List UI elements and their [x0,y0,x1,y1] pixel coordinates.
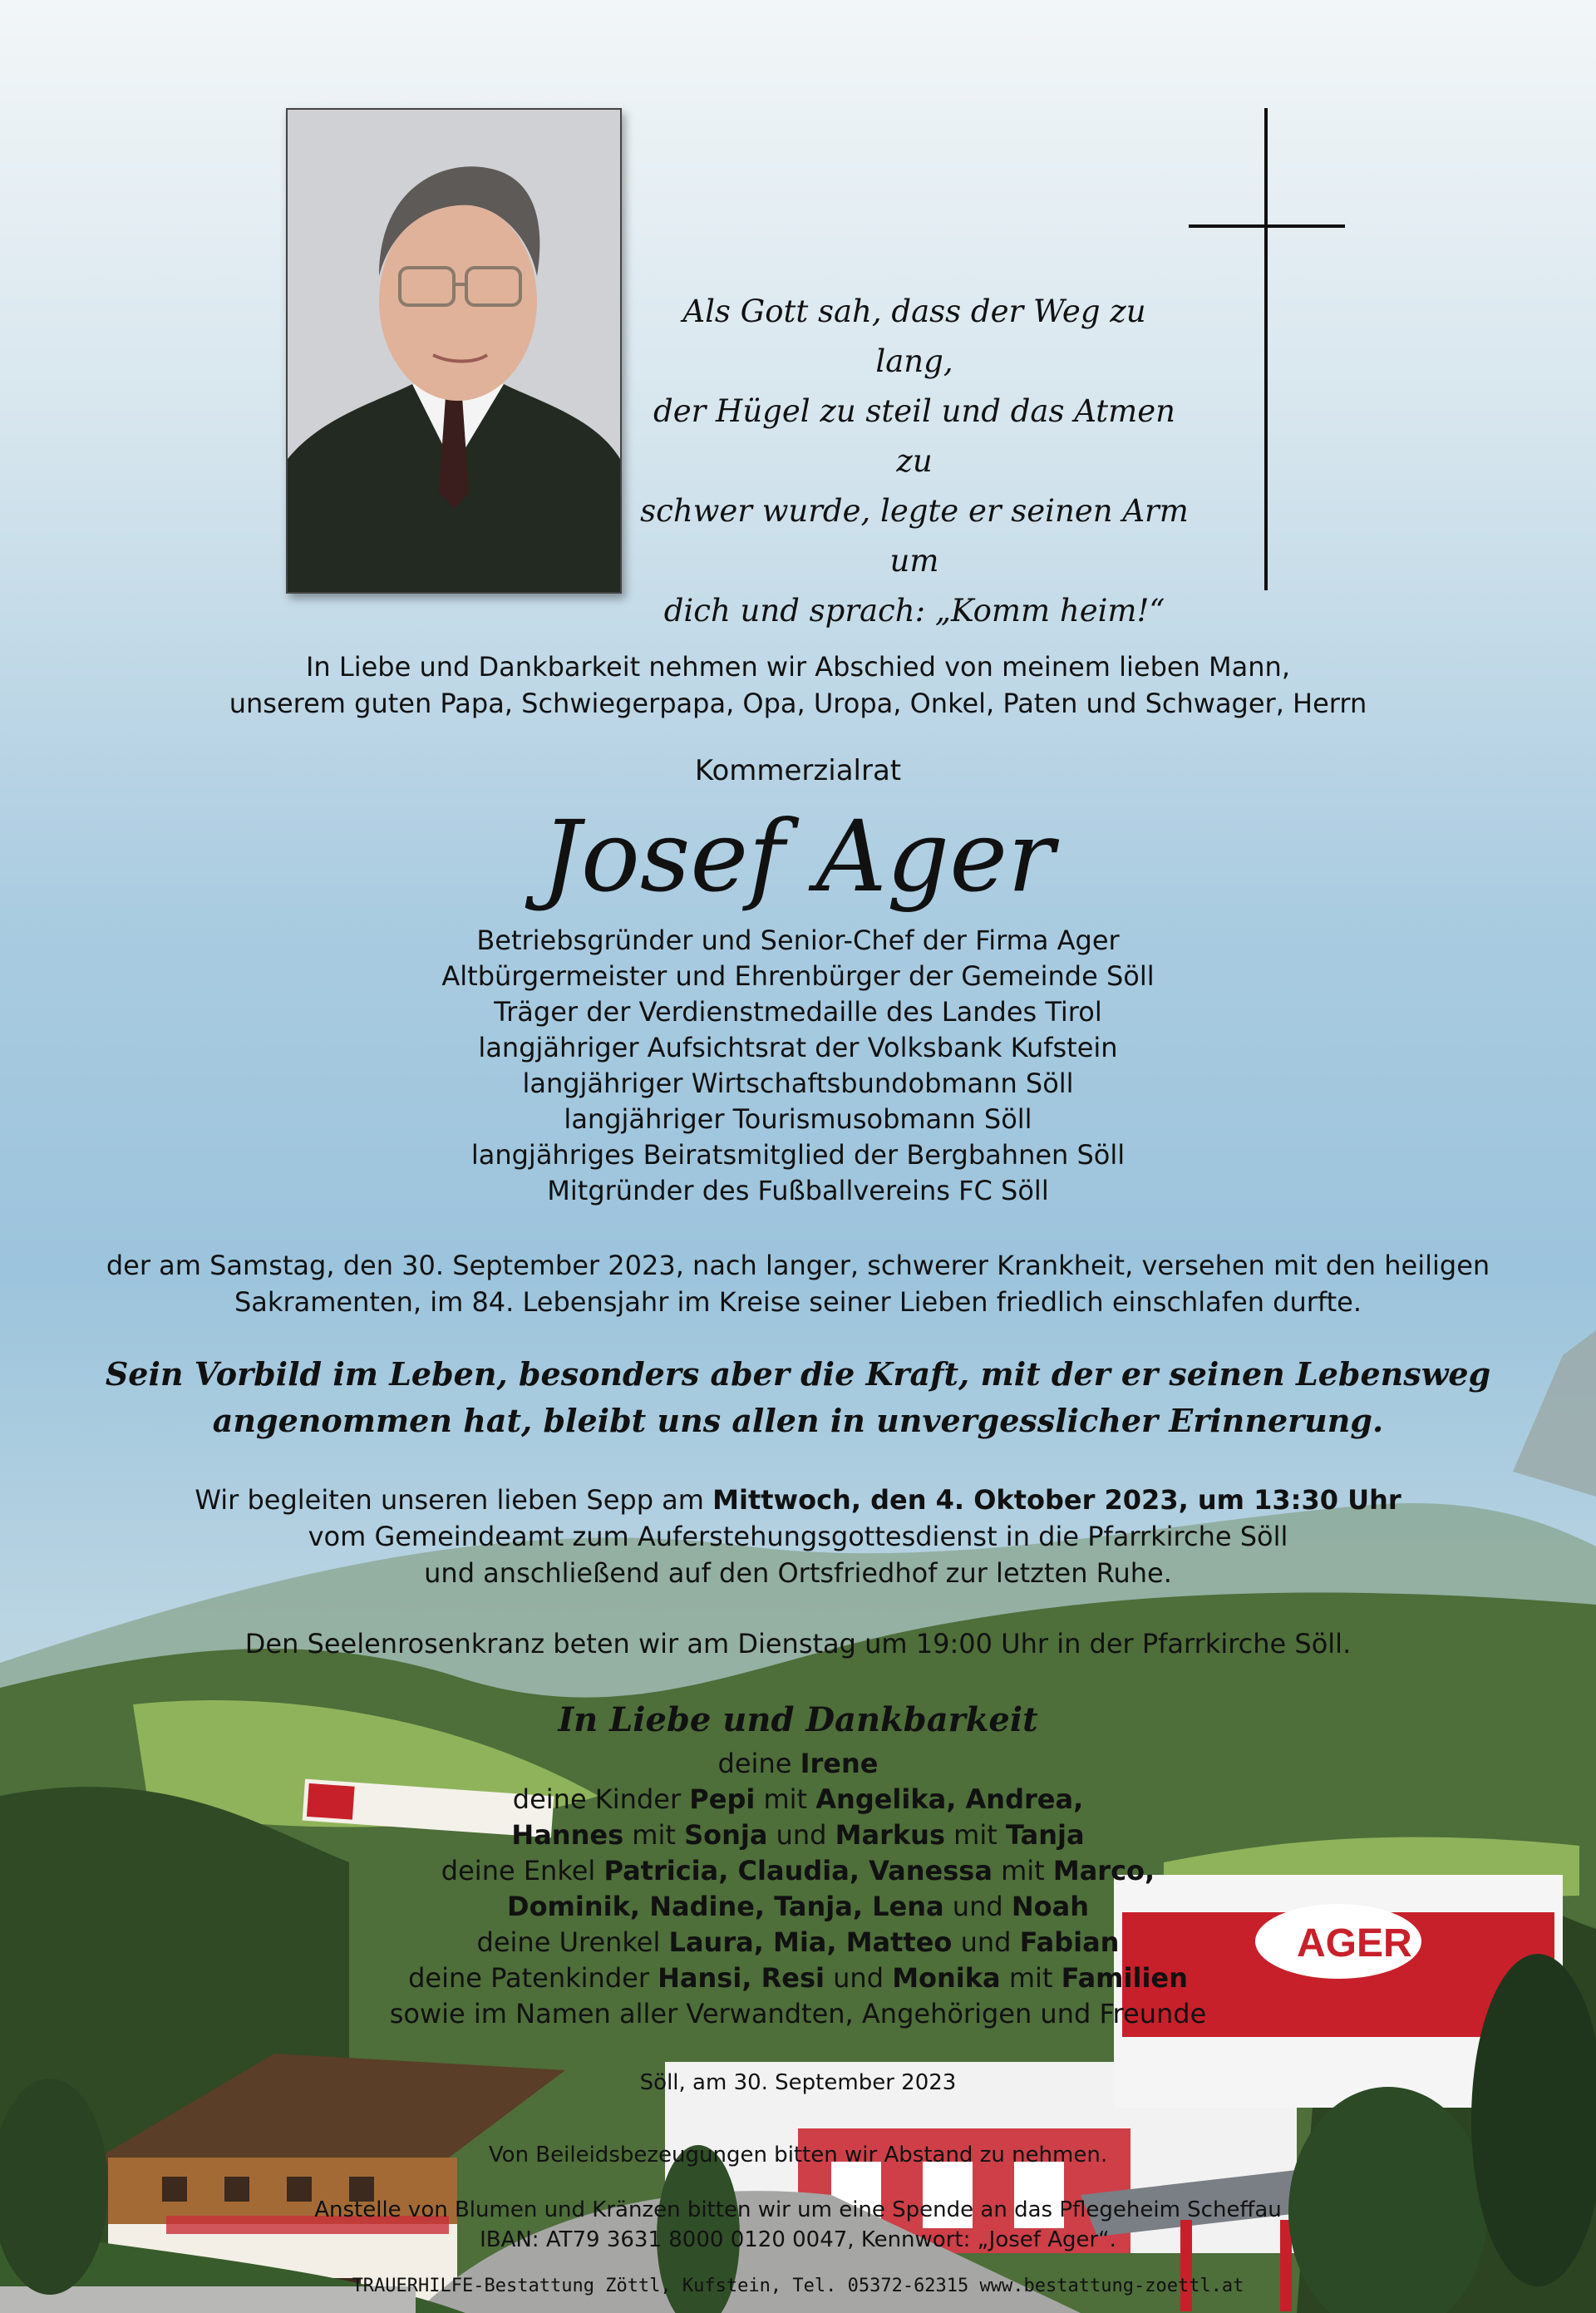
funeral-datetime: Mittwoch, den 4. Oktober 2023, um 13:30 Uhr [712,1484,1401,1516]
mourner-prefix: deine Kinder [512,1783,690,1815]
mourner-name: Patricia, Claudia, Vanessa [603,1855,993,1886]
mourner-name: Marco, [1052,1855,1155,1886]
cross-icon-vertical [1264,108,1268,590]
rosary-info: Den Seelenrosenkranz beten wir am Dienstag um 19:00 Uhr in der Pfarrkirche Söll. [244,1628,1352,1660]
title-item: Träger der Verdienstmedaille des Landes Tirol [494,996,1102,1028]
mourner-children-2 [0,1817,1596,1853]
cross-icon-horizontal [1189,224,1345,228]
title-item: langjähriger Tourismusobmann Söll [564,1103,1032,1135]
mourner-name: Familien [1061,1962,1188,1994]
mourner-name: Hansi, Resi [658,1962,825,1994]
thanks-heading: In Liebe und Dankbarkeit [558,1700,1038,1739]
mourner-others: sowie im Namen aller Verwandten, Angehörigen und Freunde [389,1998,1207,2029]
mourner-name: Hannes [511,1819,624,1851]
mourner-conj: mit [992,1855,1053,1886]
donation-line: IBAN: AT79 3631 8000 0120 0047, Kennwort: „Josef Ager“. [480,2227,1116,2252]
motto [0,1351,1596,1444]
title-item: Mitgründer des Fußballvereins FC Söll [547,1175,1049,1206]
portrait-image [288,110,620,592]
place-date: Söll, am 30. September 2023 [639,2070,957,2095]
mourner-name: Pepi [689,1783,756,1815]
mourner-name: Sonja [684,1819,768,1851]
funeral-info [0,1482,1596,1591]
motto-line: Sein Vorbild im Leben, besonders aber die Kraft, mit der er seinen Lebensweg [105,1355,1491,1393]
mourner-conj: mit [755,1783,816,1815]
death-line: Sakramenten, im 84. Lebensjahr im Kreise seiner Lieben friedlich einschlafen durfte. [234,1286,1362,1318]
mourner-name: Fabian [1019,1926,1120,1958]
funeral-line-3: und anschließend auf den Ortsfriedhof zur letzten Ruhe. [424,1557,1172,1589]
mourner-conj: und [767,1819,835,1851]
poem-line: der Hügel zu steil und das Atmen zu [653,393,1175,479]
titles-list [0,923,1596,1209]
poem-line: Als Gott sah, dass der Weg zu lang, [682,293,1146,379]
mourner-name: Tanja [1005,1819,1085,1851]
death-line: der am Samstag, den 30. September 2023, nach langer, schwerer Krankheit, versehen mit den heiligen [106,1250,1490,1281]
mourner-name: Laura, Mia, Matteo [668,1926,953,1958]
mourner-name: Markus [835,1819,945,1851]
mourner-name: Angelika, Andrea, [815,1783,1084,1815]
poem-line: schwer wurde, legte er seinen Arm um [640,493,1189,579]
poem [640,287,1189,636]
mourner-prefix: deine Patenkinder [408,1962,658,1994]
funeral-intro: Wir begleiten unseren lieben Sepp am [195,1484,713,1516]
mourner-prefix: deine Enkel [441,1855,604,1886]
funeral-line-1 [0,1482,1596,1518]
death-notice [0,1247,1596,1320]
title-item: langjähriger Aufsichtsrat der Volksbank Kufstein [478,1032,1118,1063]
deceased-name: Josef Ager [541,799,1055,914]
donation-line: Anstelle von Blumen und Kränzen bitten wir um eine Spende an das Pflegeheim Scheffau [314,2197,1282,2222]
mourner-wife [0,1746,1596,1782]
mourner-grandchildren-2 [0,1889,1596,1925]
mourner-conj: und [952,1926,1020,1958]
title-item: langjähriges Beiratsmitglied der Bergbahnen Söll [470,1139,1126,1171]
sign-text: AGER [1297,1921,1412,1965]
motto-line: angenommen hat, bleibt uns allen in unvergesslicher Erinnerung. [212,1402,1384,1439]
mourner-conj: mit [944,1819,1006,1851]
mourner-name: Dominik, Nadine, Tanja, Lena [507,1891,944,1922]
mourner-conj: und [824,1962,893,1994]
mourner-conj: mit [1000,1962,1062,1994]
mourners-list [0,1746,1596,2032]
mourner-name: Noah [1011,1891,1089,1922]
funeral-line-2: vom Gemeindeamt zum Auferstehungsgottesdienst in die Pfarrkirche Söll [308,1521,1288,1552]
title-item: langjähriger Wirtschaftsbundobmann Söll [522,1068,1074,1099]
mourner-greatgrandchildren [0,1925,1596,1960]
mourner-conj: mit [623,1819,685,1851]
title-item: Betriebsgründer und Senior-Chef der Firma Ager [476,925,1120,956]
mourner-prefix: deine [717,1748,800,1779]
condolence-note: Von Beileidsbezeugungen bitten wir Abstand zu nehmen. [488,2143,1108,2168]
title-item: Altbürgermeister und Ehrenbürger der Gemeinde Söll [441,960,1155,992]
mourner-prefix: deine Urenkel [476,1926,669,1958]
portrait-photo [286,108,622,594]
mourner-children-1 [0,1782,1596,1817]
poem-line: dich und sprach: „Komm heim!“ [663,593,1165,629]
mourner-conj: und [943,1891,1012,1922]
mourner-godchildren [0,1960,1596,1996]
mourner-name: Monika [892,1962,1001,1994]
mourner-grandchildren-1 [0,1853,1596,1889]
intro-text [0,649,1596,722]
funeral-home-footer: TRAUERHILFE-Bestattung Zöttl, Kufstein, Tel. 05372-62315 www.bestattung-zoettl.at [352,2276,1244,2296]
intro-line: unserem guten Papa, Schwiegerpapa, Opa, Uropa, Onkel, Paten und Schwager, Herrn [229,688,1367,719]
intro-line: In Liebe und Dankbarkeit nehmen wir Abschied von meinem lieben Mann, [305,651,1290,683]
donation-note [0,2195,1596,2255]
honorific-title: Kommerzialrat [694,754,902,787]
mourner-name: Irene [800,1748,879,1779]
